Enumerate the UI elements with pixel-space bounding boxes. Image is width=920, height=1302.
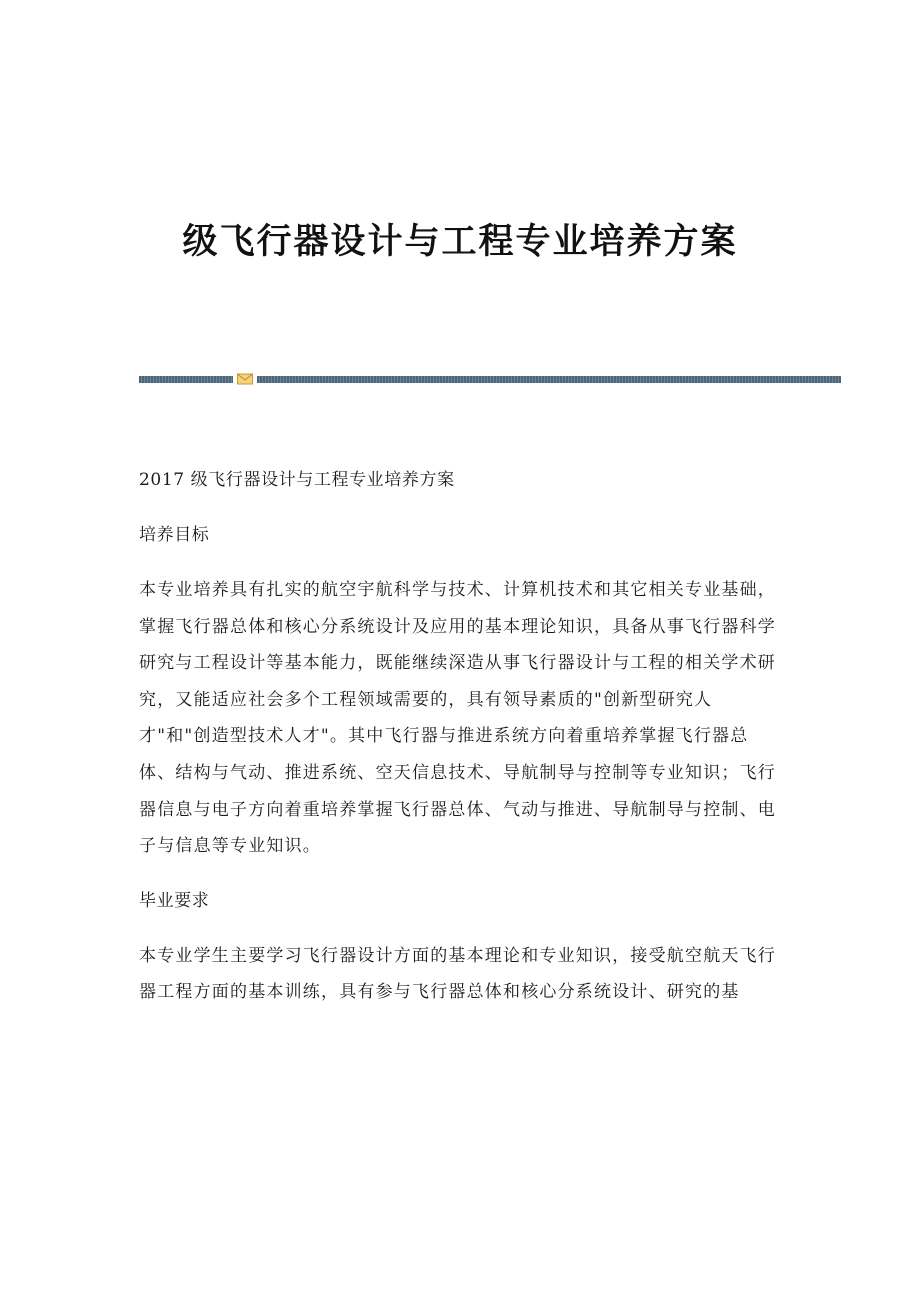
section-body-goals: 本专业培养具有扎实的航空宇航科学与技术、计算机技术和其它相关专业基础，掌握飞行器总体和核心分系统设计及应用的基本理论知识，具备从事飞行器科学研究与工程设计等基本能力，既能继续深造从事飞行器设计与工程的相关学术研究，又能适应社会多个工程领域需要的，具有领导素质的"创新型研究人才"和"创造型技术人才"。其中飞行器与推进系统方向着重培养掌握飞行器总体、结构与气动、推进系统、空天信息技术、导航制导与控制等专业知识；飞行器信息与电子方向着重培养掌握飞行器总体、气动与推进、导航制导与控制、电子与信息等专业知识。 [139,580,776,857]
envelope-icon [237,373,253,385]
document-title: 级飞行器设计与工程专业培养方案 [182,222,738,262]
document-body [139,462,784,1029]
section-heading-goals: 培养目标 [139,525,210,545]
document-subtitle: 2017 级飞行器设计与工程专业培养方案 [139,470,455,490]
title-divider [139,373,841,385]
section-heading-requirements: 毕业要求 [139,890,210,911]
divider-bar-left [139,376,233,383]
section-body-requirements: 本专业学生主要学习飞行器设计方面的基本理论和专业知识，接受航空航天飞行器工程方面的基本训练，具有参与飞行器总体和核心分系统设计、研究的基 [139,945,776,1003]
divider-bar-right [257,376,841,383]
